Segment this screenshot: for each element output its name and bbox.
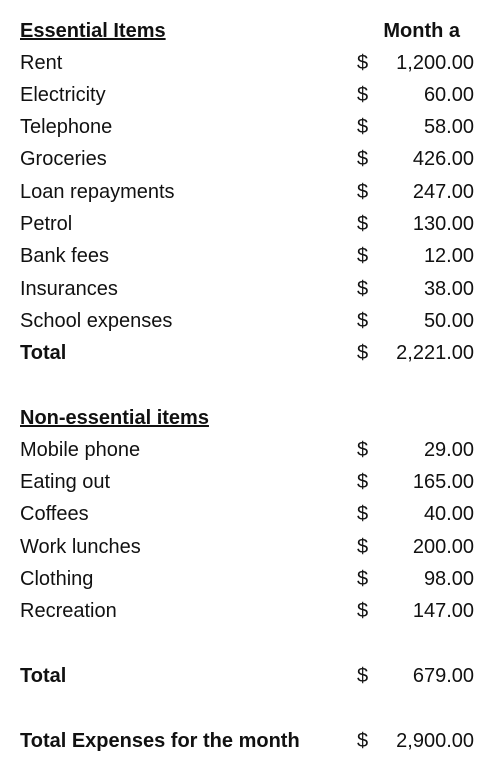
currency-symbol: $ — [357, 84, 369, 106]
currency-symbol: $ — [357, 148, 369, 170]
currency-symbol: $ — [357, 245, 369, 267]
table-row — [20, 499, 476, 529]
item-amount: 58.00 — [423, 116, 474, 138]
grand-total-row — [20, 726, 476, 756]
total-amount: 679.00 — [412, 665, 474, 687]
item-label: Work lunches — [20, 536, 141, 558]
currency-symbol: $ — [357, 181, 369, 203]
grand-total-amount: 2,900.00 — [396, 730, 474, 752]
currency-symbol: $ — [357, 503, 369, 525]
header-row — [20, 16, 476, 46]
item-amount: 1,200.00 — [396, 52, 474, 74]
item-amount: 147.00 — [412, 600, 474, 622]
table-row — [20, 596, 476, 626]
item-label: Clothing — [20, 568, 94, 590]
item-amount: 426.00 — [412, 148, 474, 170]
item-amount: 29.00 — [423, 439, 474, 461]
essential-items-heading: Essential Items — [20, 20, 166, 42]
item-label: Recreation — [20, 600, 117, 622]
table-row — [20, 467, 476, 497]
non-essential-heading-row — [20, 403, 476, 433]
item-label: Loan repayments — [20, 181, 175, 203]
item-label: Groceries — [20, 148, 107, 170]
total-label: Total — [20, 665, 67, 687]
table-row — [20, 48, 476, 78]
item-amount: 165.00 — [412, 471, 474, 493]
currency-symbol: $ — [357, 568, 369, 590]
table-row — [20, 241, 476, 271]
item-label: Mobile phone — [20, 439, 141, 461]
currency-symbol: $ — [357, 439, 369, 461]
item-label: Bank fees — [20, 245, 109, 267]
item-label: Insurances — [20, 278, 118, 300]
currency-symbol: $ — [357, 536, 369, 558]
table-row — [20, 306, 476, 336]
table-row — [20, 112, 476, 142]
table-row — [20, 564, 476, 594]
currency-symbol: $ — [357, 665, 369, 687]
currency-symbol: $ — [357, 342, 369, 364]
item-label: Telephone — [20, 116, 113, 138]
currency-symbol: $ — [357, 310, 369, 332]
currency-symbol: $ — [357, 278, 369, 300]
item-amount: 130.00 — [412, 213, 474, 235]
essential-total-row — [20, 338, 476, 368]
table-row — [20, 274, 476, 304]
item-label: Coffees — [20, 503, 89, 525]
item-amount: 200.00 — [412, 536, 474, 558]
item-amount: 40.00 — [423, 503, 474, 525]
currency-symbol: $ — [357, 600, 369, 622]
month-column-header: Month a — [383, 20, 460, 42]
total-amount: 2,221.00 — [396, 342, 474, 364]
item-label: Rent — [20, 52, 63, 74]
item-amount: 12.00 — [423, 245, 474, 267]
item-amount: 60.00 — [423, 84, 474, 106]
item-amount: 98.00 — [423, 568, 474, 590]
grand-total-label: Total Expenses for the month — [20, 730, 300, 752]
item-label: Petrol — [20, 213, 73, 235]
item-label: Eating out — [20, 471, 111, 493]
non-essential-total-row — [20, 661, 476, 691]
item-amount: 247.00 — [412, 181, 474, 203]
currency-symbol: $ — [357, 52, 369, 74]
total-label: Total — [20, 342, 67, 364]
item-amount: 50.00 — [423, 310, 474, 332]
currency-symbol: $ — [357, 730, 369, 752]
item-amount: 38.00 — [423, 278, 474, 300]
table-row — [20, 177, 476, 207]
non-essential-items-heading: Non-essential items — [20, 407, 209, 429]
currency-symbol: $ — [357, 213, 369, 235]
item-label: School expenses — [20, 310, 173, 332]
item-label: Electricity — [20, 84, 106, 106]
table-row — [20, 144, 476, 174]
table-row — [20, 209, 476, 239]
currency-symbol: $ — [357, 116, 369, 138]
currency-symbol: $ — [357, 471, 369, 493]
table-row — [20, 80, 476, 110]
table-row — [20, 435, 476, 465]
table-row — [20, 532, 476, 562]
